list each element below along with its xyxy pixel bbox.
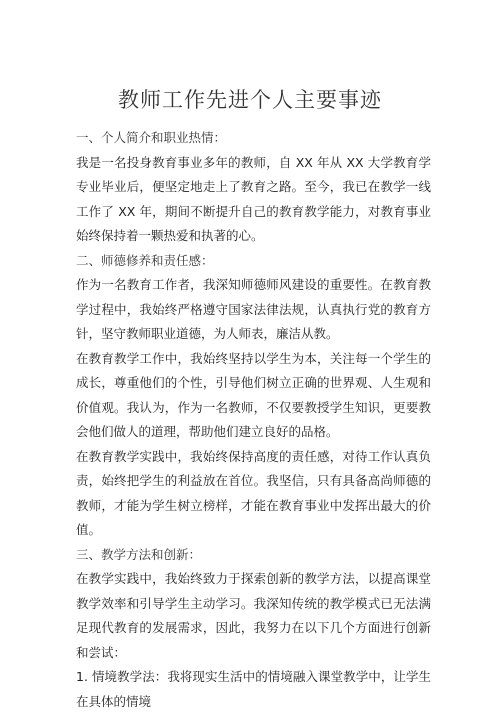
paragraph-ethics-1: 作为一名教育工作者，我深知师德师风建设的重要性。在教育教学过程中，我始终严格遵守国家法律法规，认真执行党的教育方针，坚守教师职业道德，为人师表，廉洁从教。 xyxy=(76,277,431,341)
document-title: 教师工作先进个人主要事迹 xyxy=(118,88,382,112)
section-heading-ethics: 二、师德修养和责任感： xyxy=(76,252,214,268)
paragraph-ethics-2: 在教育教学工作中，我始终坚持以学生为本，关注每一个学生的成长，尊重他们的个性，引导他们树立正确的世界观、人生观和价值观。我认为，作为一名教师，不仅要教授学生知识，更要教会他们做人的道理，帮助他们建立良好的品格。 xyxy=(76,350,431,439)
paragraph-methods-1: 在教学实践中，我始终致力于探索创新的教学方法，以提高课堂教学效率和引导学生主动学习。我深知传统的教学模式已无法满足现代教育的发展需求，因此，我努力在以下几个方面进行创新和尝试： xyxy=(76,571,431,660)
section-heading-intro: 一、个人简介和职业热情： xyxy=(76,130,227,145)
paragraph-intro: 我是一名投身教育事业多年的教师，自 XX 年从 XX 大学教育学专业毕业后，便坚定地走上了教育之路。至今，我已在教学一线工作了 XX 年，期间不断提升自己的教育教学能力，对教育事业始终保持着一颗热爱和执著的心。 xyxy=(76,154,431,243)
paragraph-ethics-3: 在教育教学实践中，我始终保持高度的责任感，对待工作认真负责，始终把学生的利益放在首位。我坚信，只有具备高尚师德的教师，才能为学生树立榜样，才能在教育事业中发挥出最大的价值。 xyxy=(76,448,431,537)
paragraph-methods-2: 1. 情境教学法：我将现实生活中的情境融入课堂教学中，让学生在具体的情境 xyxy=(76,669,431,709)
document-body xyxy=(76,126,431,714)
section-heading-methods: 三、教学方法和创新： xyxy=(76,546,202,562)
